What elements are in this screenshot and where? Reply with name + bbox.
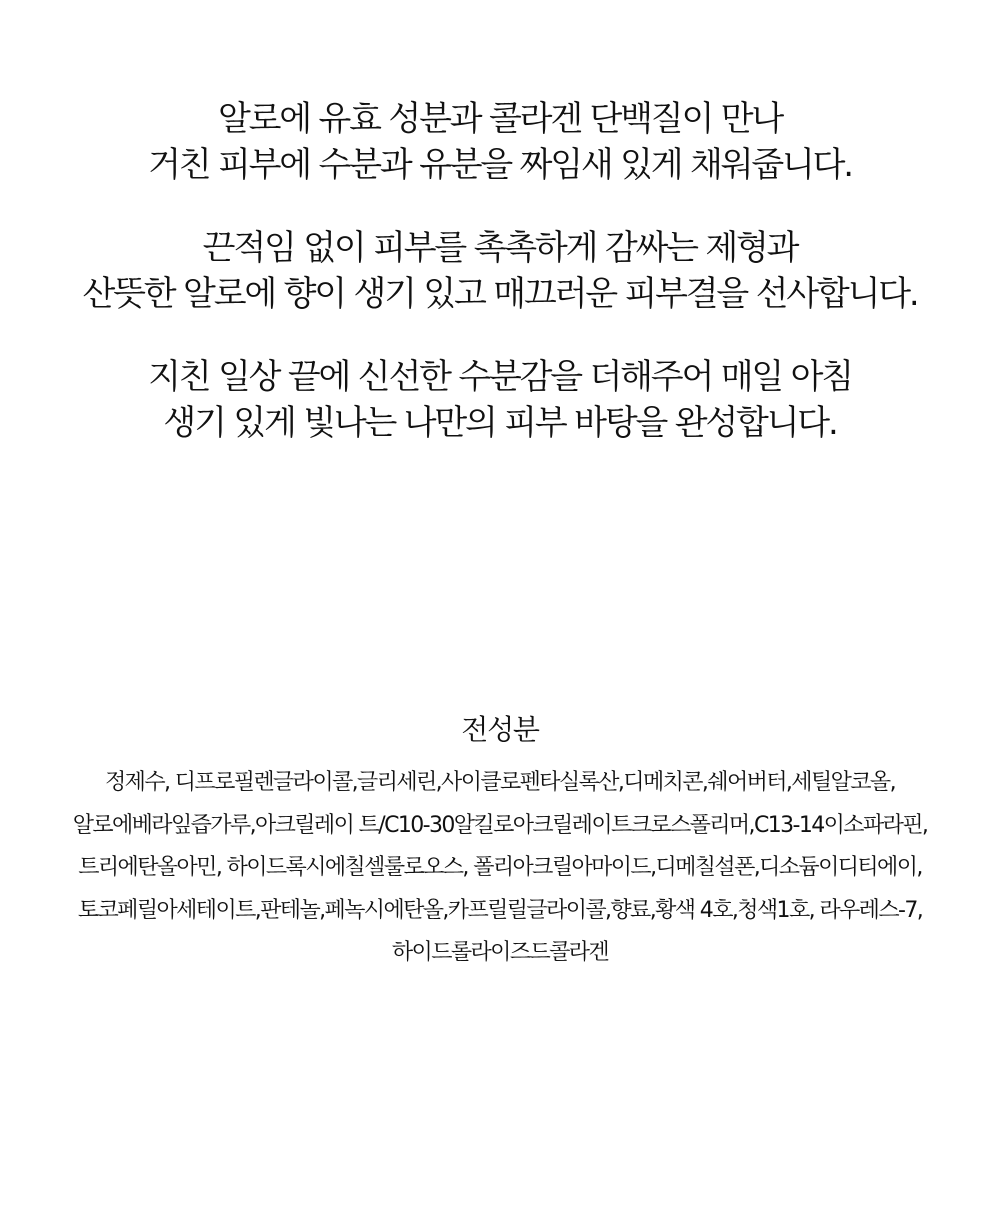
intro-line: 지친 일상 끝에 신선한 수분감을 더해주어 매일 아침: [148, 357, 852, 397]
intro-paragraph-2: [0, 225, 1000, 317]
product-intro-copy: [0, 96, 1000, 483]
intro-line: 거친 피부에 수분과 유분을 짜임새 있게 채워줍니다.: [148, 145, 852, 185]
intro-line: 생기 있게 빛나는 나만의 피부 바탕을 완성합니다.: [163, 403, 837, 443]
intro-paragraph-1: [0, 96, 1000, 188]
ingredients-line: 정제수, 디프로필렌글라이콜,글리세린,사이클로펜타실록산,디메치콘,쉐어버터,세틸알코올,: [105, 770, 895, 795]
ingredients-line: 알로에베라잎즙가루,아크릴레이 트/C10-30알킬로아크릴레이트크로스폴리머,C13-14이소파라핀,: [72, 812, 928, 838]
ingredients-line: 하이드롤라이즈드콜라겐: [391, 940, 609, 965]
ingredients-line: 토코페릴아세테이트,판테놀,페녹시에탄올,카프릴릴글라이콜,향료,황색 4호,청색1호, 라우레스-7,: [77, 897, 923, 923]
intro-line: 산뜻한 알로에 향이 생기 있고 매끄러운 피부결을 선사합니다.: [82, 274, 918, 314]
intro-line: 알로에 유효 성분과 콜라겐 단백질이 만나: [218, 99, 782, 139]
intro-paragraph-3: [0, 354, 1000, 446]
ingredients-list: [0, 762, 1000, 975]
ingredients-line: 트리에탄올아민, 하이드록시에칠셀룰로오스, 폴리아크릴아마이드,디메칠설폰,디소듐이디티에이,: [78, 855, 922, 880]
ingredients-title: 전성분: [461, 713, 539, 746]
intro-line: 끈적임 없이 피부를 촉촉하게 감싸는 제형과: [202, 228, 798, 268]
ingredients-section: [0, 708, 1000, 975]
